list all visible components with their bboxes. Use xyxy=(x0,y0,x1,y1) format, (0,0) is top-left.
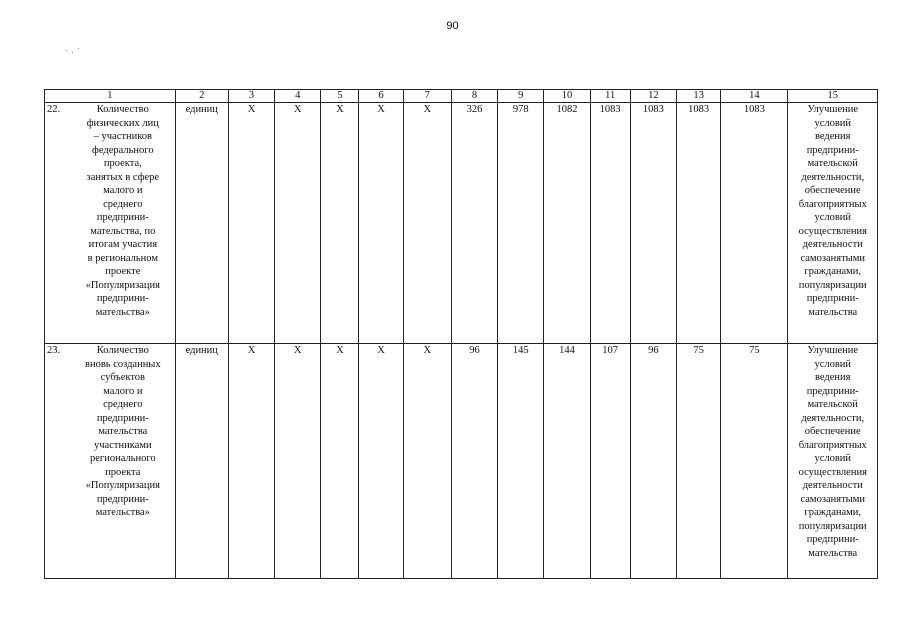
value-cell: 1083 xyxy=(676,103,720,344)
table-row xyxy=(45,103,878,344)
value-cell: 1083 xyxy=(630,103,676,344)
table-row xyxy=(45,344,878,579)
value-cell: 326 xyxy=(451,103,497,344)
column-header: 4 xyxy=(275,90,321,103)
row-number: 22. xyxy=(47,104,61,115)
result-cell xyxy=(788,344,878,579)
value-cell: 96 xyxy=(630,344,676,579)
value-cell: 1082 xyxy=(544,103,590,344)
indicator-name-cell xyxy=(45,344,176,579)
column-header: 13 xyxy=(676,90,720,103)
column-header: 7 xyxy=(403,90,451,103)
indicator-name: Количество физических лиц – участников федерального проекта, занятых в сфере малого и среднего предприни- мательства, по итогам участия в региональном проекте «Популяризация предприни- мательства» xyxy=(85,104,160,318)
value-cell: 107 xyxy=(590,344,630,579)
value-cell: 1083 xyxy=(590,103,630,344)
value-cell: X xyxy=(275,344,321,579)
page-number: 90 xyxy=(446,20,459,32)
value-cell: X xyxy=(275,103,321,344)
scan-speck xyxy=(78,48,79,49)
column-header: 5 xyxy=(321,90,359,103)
scan-speck xyxy=(66,50,67,51)
value-cell: X xyxy=(403,103,451,344)
value-cell: 96 xyxy=(451,344,497,579)
column-header: 8 xyxy=(451,90,497,103)
row-number: 23. xyxy=(47,345,61,356)
value-cell: 1083 xyxy=(721,103,788,344)
column-header: 3 xyxy=(228,90,274,103)
value-cell: X xyxy=(228,103,274,344)
column-header: 11 xyxy=(590,90,630,103)
value-cell: 75 xyxy=(676,344,720,579)
column-header: 6 xyxy=(359,90,403,103)
value-cell: X xyxy=(228,344,274,579)
value-cell: X xyxy=(403,344,451,579)
value-cell: X xyxy=(359,103,403,344)
result-text: Улучшение условий ведения предприни- мательской деятельности, обеспечение благоприятных условий осуществления деятельности самозанятыми гражданами, популяризации предприни- мательства xyxy=(798,104,867,318)
indicator-name: Количество вновь созданных субъектов малого и среднего предприни- мательства участниками регионального проекта «Популяризация предприни- мательства» xyxy=(85,345,161,518)
value-cell: 145 xyxy=(498,344,544,579)
value-cell: 978 xyxy=(498,103,544,344)
column-header: 14 xyxy=(721,90,788,103)
result-cell xyxy=(788,103,878,344)
value-cell: X xyxy=(321,103,359,344)
column-header: 12 xyxy=(630,90,676,103)
value-cell: 75 xyxy=(721,344,788,579)
value-cell: X xyxy=(359,344,403,579)
data-table xyxy=(44,89,878,579)
column-header: 2 xyxy=(175,90,228,103)
result-text: Улучшение условий ведения предприни- мательской деятельности, обеспечение благоприятных условий осуществления деятельности самозанятыми гражданами, популяризации предприни- мательства xyxy=(798,345,867,559)
value-cell: X xyxy=(321,344,359,579)
column-header: 9 xyxy=(498,90,544,103)
column-header: 15 xyxy=(788,90,878,103)
column-header: 1 xyxy=(45,90,176,103)
unit-cell: единиц xyxy=(175,103,228,344)
unit-cell: единиц xyxy=(175,344,228,579)
header-row xyxy=(45,90,878,103)
value-cell: 144 xyxy=(544,344,590,579)
indicator-name-cell xyxy=(45,103,176,344)
column-header: 10 xyxy=(544,90,590,103)
scan-speck xyxy=(72,52,73,53)
